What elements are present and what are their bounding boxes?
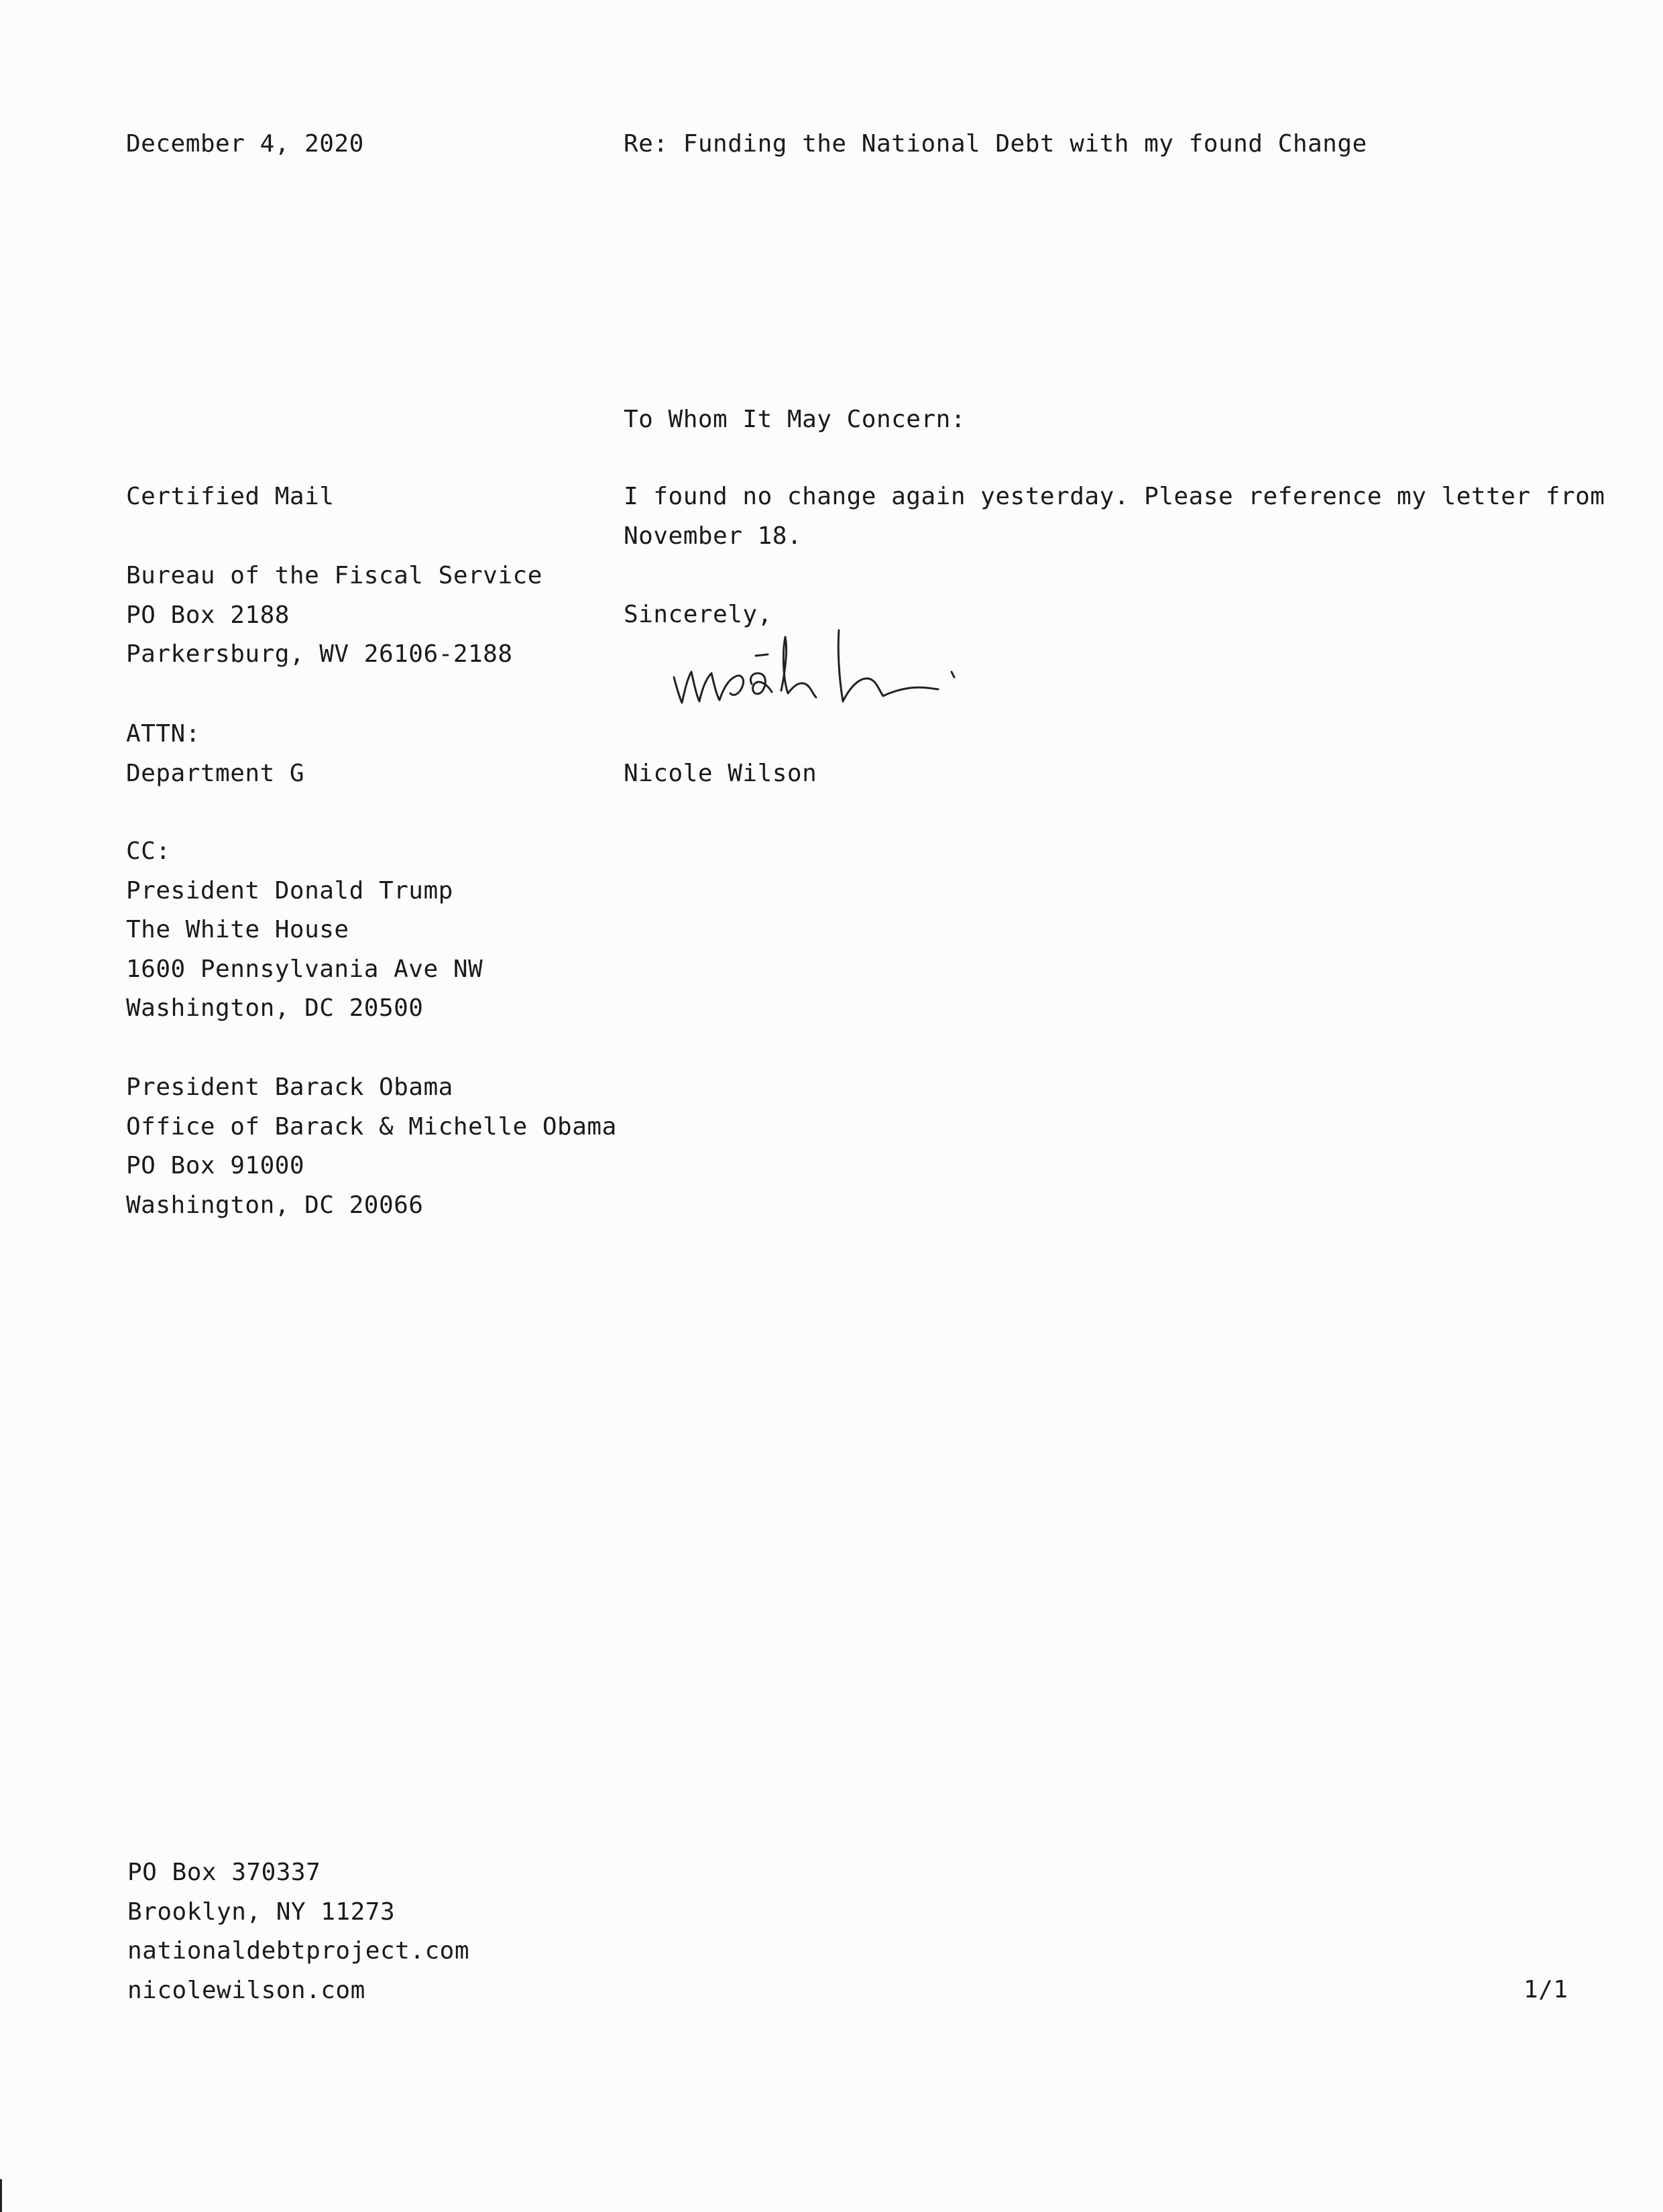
letter-subject: Re: Funding the National Debt with my found Change [624, 130, 1367, 158]
attn-value: Department G [126, 759, 305, 787]
footer-line: Brooklyn, NY 11273 [127, 1898, 396, 1926]
footer-line: nationaldebtproject.com [127, 1937, 469, 1965]
page-number: 1/1 [1524, 1976, 1568, 2003]
cc-line: The White House [126, 916, 349, 943]
cc-block [126, 832, 483, 1029]
cc-line: 1600 Pennsylvania Ave NW [126, 955, 483, 983]
recipient-address-line: PO Box 2188 [126, 601, 290, 629]
recipient-address-line: Parkersburg, WV 26106-2188 [126, 640, 513, 668]
letter-date: December 4, 2020 [126, 130, 364, 158]
footer-line: nicolewilson.com [127, 1976, 365, 2004]
cc-label: CC: [126, 837, 171, 865]
body-line: November 18. [624, 522, 803, 550]
recipient-address [126, 557, 542, 675]
letter-body [624, 477, 1605, 556]
cc-line: Washington, DC 20500 [126, 994, 424, 1022]
footer-address [127, 1853, 469, 2010]
scan-edge-mark [0, 2179, 2, 2212]
body-line: I found no change again yesterday. Please reference my letter from [624, 483, 1605, 510]
signer-name: Nicole Wilson [624, 760, 817, 787]
footer-line: PO Box 370337 [127, 1859, 321, 1886]
cc-line: President Donald Trump [126, 876, 453, 905]
attn-label: ATTN: [126, 720, 200, 748]
cc-line: President Barack Obama [126, 1073, 453, 1101]
cc-line: PO Box 91000 [126, 1152, 305, 1179]
closing: Sincerely, [624, 601, 772, 628]
handwritten-signature [667, 624, 1016, 711]
mail-method: Certified Mail [126, 483, 335, 510]
salutation: To Whom It May Concern: [624, 406, 966, 433]
cc-line: Office of Barack & Michelle Obama [126, 1112, 617, 1141]
cc-line: Washington, DC 20066 [126, 1191, 424, 1219]
attention-block [126, 715, 304, 793]
cc-recipient-2 [126, 1068, 617, 1225]
recipient-address-line: Bureau of the Fiscal Service [126, 562, 542, 589]
